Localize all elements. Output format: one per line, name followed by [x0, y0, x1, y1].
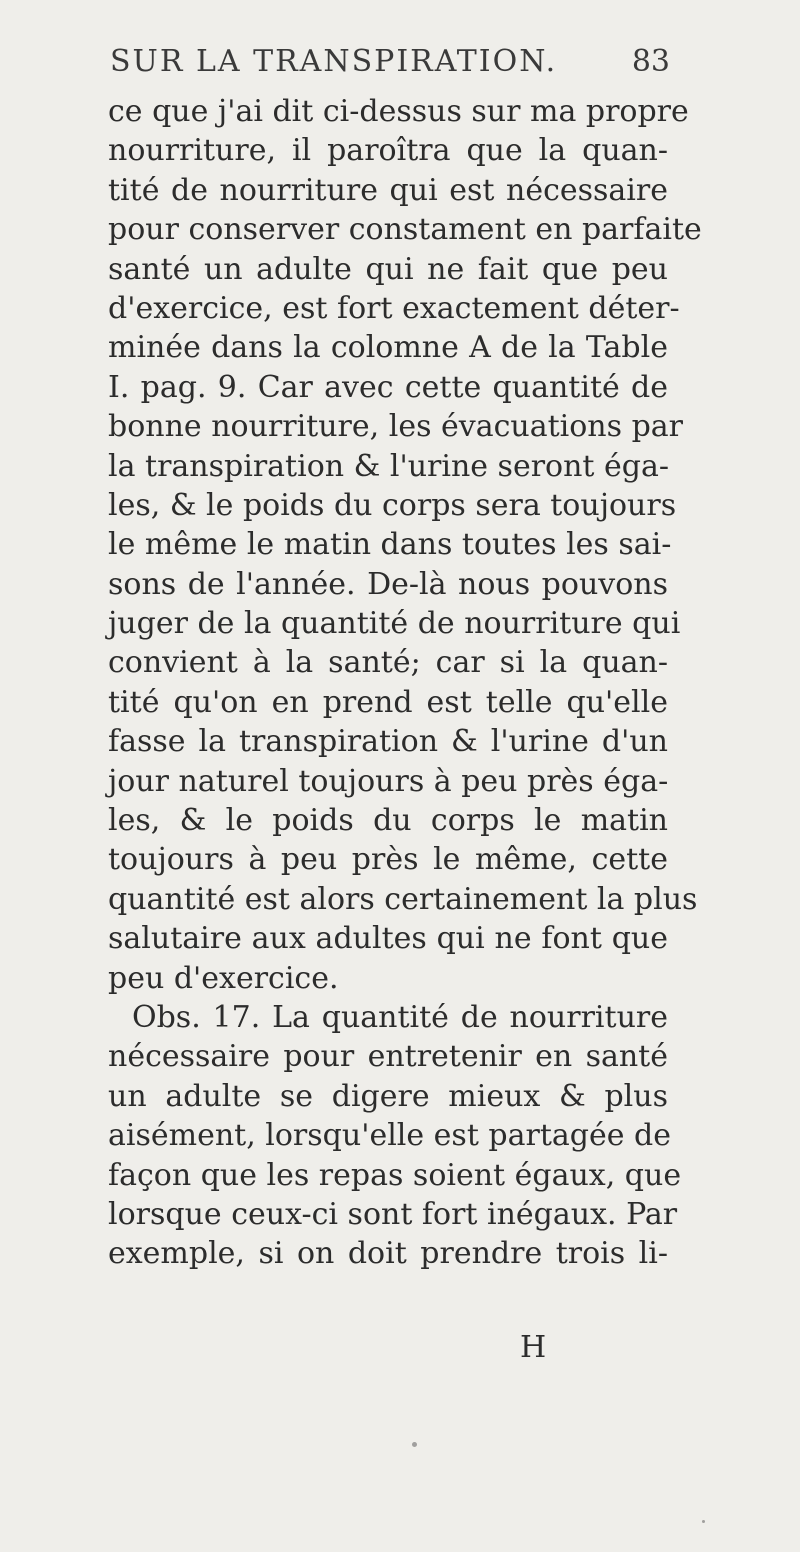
text-line: nourriture, il paroîtra que la quan- — [108, 133, 668, 169]
running-title: SUR LA TRANSPIRATION. — [110, 44, 558, 79]
text-line: les, & le poids du corps le matin — [108, 803, 668, 839]
page-number: 83 — [631, 44, 670, 79]
text-line: pour conserver constament en parfaite — [108, 212, 702, 248]
text-line: quantité est alors certainement la plus — [108, 881, 698, 917]
text-line: bonne nourriture, les évacuations par — [108, 409, 683, 445]
running-head — [110, 44, 670, 92]
ink-speck — [412, 1442, 417, 1447]
text-line: salutaire aux adultes qui ne font que — [108, 921, 668, 957]
text-line: tité qu'on en prend est telle qu'elle — [108, 684, 668, 720]
text-line: sons de l'année. De-là nous pouvons — [108, 566, 668, 602]
text-line: lorsque ceux-ci sont fort inégaux. Par — [108, 1196, 678, 1232]
text-line: les, & le poids du corps sera toujours — [108, 487, 677, 523]
text-line: un adulte se digere mieux & plus — [108, 1078, 668, 1114]
text-line: santé un adulte qui ne fait que peu — [108, 251, 668, 287]
text-line: juger de la quantité de nourriture qui — [108, 606, 681, 642]
text-line: le même le matin dans toutes les sai- — [108, 527, 672, 563]
body-text — [108, 92, 702, 1274]
ink-speck — [702, 1520, 705, 1523]
text-line: aisément, lorsqu'elle est partagée de — [108, 1118, 671, 1154]
text-line: toujours à peu près le même, cette — [108, 842, 668, 878]
text-line: minée dans la colomne A de la Table — [108, 330, 668, 366]
text-line: d'exercice, est fort exactement déter- — [108, 290, 680, 326]
text-line: exemple, si on doit prendre trois li- — [108, 1236, 668, 1272]
text-line: jour naturel toujours à peu près éga- — [108, 763, 669, 799]
text-line: tité de nourriture qui est nécessaire — [108, 172, 668, 208]
text-line: façon que les repas soient égaux, que — [108, 1157, 682, 1193]
text-line: convient à la santé; car si la quan- — [108, 645, 668, 681]
text-line: nécessaire pour entretenir en santé — [108, 1039, 668, 1075]
text-line: fasse la transpiration & l'urine d'un — [108, 724, 668, 760]
text-line: peu d'exercice. — [108, 960, 339, 996]
text-line: ce que j'ai dit ci-dessus sur ma propre — [108, 94, 689, 129]
text-line: Obs. 17. La quantité de nourriture — [132, 999, 668, 1035]
text-line: la transpiration & l'urine seront éga- — [108, 448, 670, 484]
text-line: I. pag. 9. Car avec cette quantité de — [108, 369, 668, 405]
signature-mark: H — [520, 1330, 547, 1365]
